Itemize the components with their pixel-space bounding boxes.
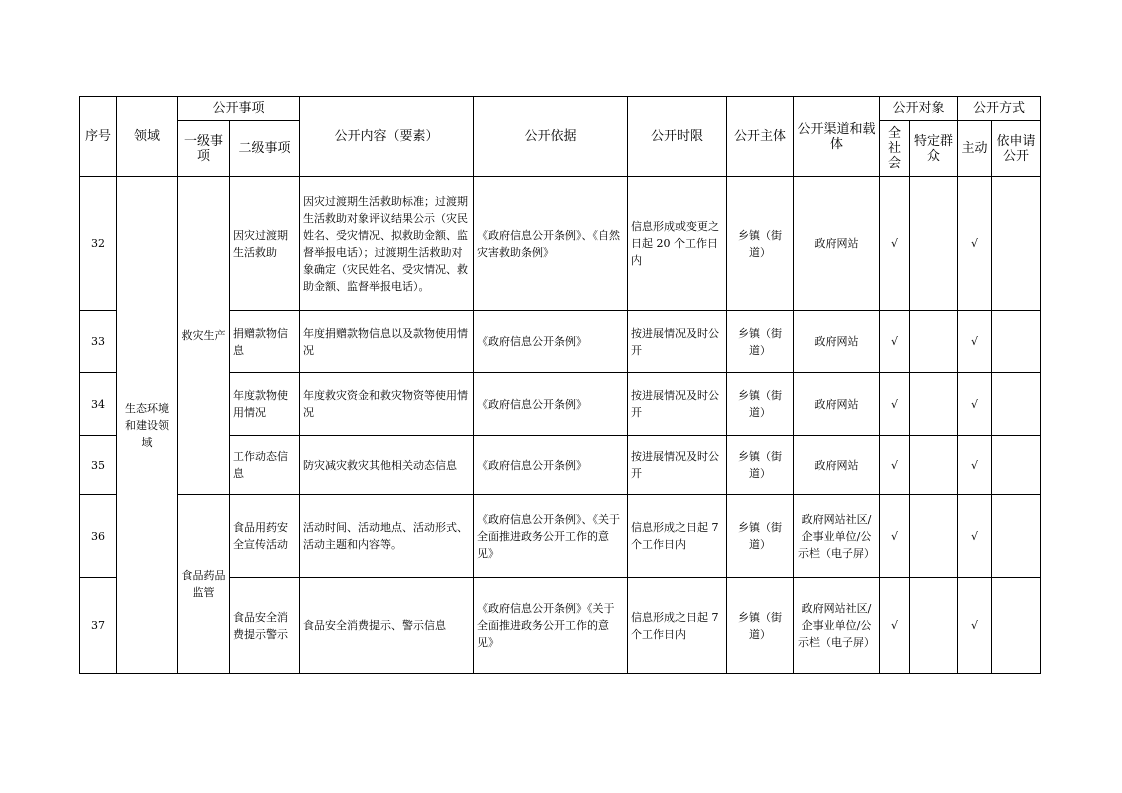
row-seq: 37 bbox=[80, 578, 117, 674]
row-time: 信息形成之日起 7 个工作日内 bbox=[628, 495, 727, 578]
row-active: √ bbox=[958, 495, 992, 578]
row-seq: 32 bbox=[80, 177, 117, 311]
row-on-request bbox=[992, 495, 1041, 578]
row-time: 按进展情况及时公开 bbox=[628, 373, 727, 436]
row-on-request bbox=[992, 311, 1041, 373]
row-specific-group bbox=[910, 495, 958, 578]
row-time: 按进展情况及时公开 bbox=[628, 436, 727, 495]
row-subject: 乡镇（街道） bbox=[727, 495, 794, 578]
row-all-society: √ bbox=[880, 436, 910, 495]
table-row bbox=[80, 495, 1041, 578]
row-on-request bbox=[992, 373, 1041, 436]
row-basis: 《政府信息公开条例》、《关于全面推进政务公开工作的意见》 bbox=[474, 495, 628, 578]
row-active: √ bbox=[958, 177, 992, 311]
header-matters: 公开事项 bbox=[178, 97, 300, 121]
row-seq: 35 bbox=[80, 436, 117, 495]
row-seq: 33 bbox=[80, 311, 117, 373]
row-content: 活动时间、活动地点、活动形式、活动主题和内容等。 bbox=[300, 495, 474, 578]
row-content: 年度救灾资金和救灾物资等使用情况 bbox=[300, 373, 474, 436]
header-specific-group: 特定群众 bbox=[910, 121, 958, 177]
row-level2: 年度款物使用情况 bbox=[230, 373, 300, 436]
table-row bbox=[80, 177, 1041, 311]
header-time: 公开时限 bbox=[628, 97, 727, 177]
row-content: 食品安全消费提示、警示信息 bbox=[300, 578, 474, 674]
header-basis: 公开依据 bbox=[474, 97, 628, 177]
row-content: 防灾减灾救灾其他相关动态信息 bbox=[300, 436, 474, 495]
row-content: 因灾过渡期生活救助标准；过渡期生活救助对象评议结果公示（灾民姓名、受灾情况、拟救助金额、监督举报电话）；过渡期生活救助对象确定（灾民姓名、受灾情况、救助金额、监督举报电话）。 bbox=[300, 177, 474, 311]
row-specific-group bbox=[910, 177, 958, 311]
row-level2: 食品安全消费提示警示 bbox=[230, 578, 300, 674]
row-level2: 工作动态信息 bbox=[230, 436, 300, 495]
domain-cell: 生态环境和建设领域 bbox=[117, 177, 178, 674]
row-channel: 政府网站社区/企事业单位/公示栏（电子屏） bbox=[794, 578, 880, 674]
row-time: 按进展情况及时公开 bbox=[628, 311, 727, 373]
row-specific-group bbox=[910, 578, 958, 674]
row-channel: 政府网站社区/企事业单位/公示栏（电子屏） bbox=[794, 495, 880, 578]
row-channel: 政府网站 bbox=[794, 373, 880, 436]
header-method: 公开方式 bbox=[958, 97, 1041, 121]
row-on-request bbox=[992, 436, 1041, 495]
row-basis: 《政府信息公开条例》 bbox=[474, 311, 628, 373]
row-channel: 政府网站 bbox=[794, 311, 880, 373]
row-active: √ bbox=[958, 436, 992, 495]
level1-cell: 救灾生产 bbox=[178, 177, 230, 495]
row-subject: 乡镇（街道） bbox=[727, 578, 794, 674]
row-specific-group bbox=[910, 373, 958, 436]
row-seq: 34 bbox=[80, 373, 117, 436]
row-subject: 乡镇（街道） bbox=[727, 177, 794, 311]
row-on-request bbox=[992, 578, 1041, 674]
header-seq: 序号 bbox=[80, 97, 117, 177]
row-subject: 乡镇（街道） bbox=[727, 311, 794, 373]
row-all-society: √ bbox=[880, 495, 910, 578]
row-all-society: √ bbox=[880, 373, 910, 436]
header-level1: 一级事项 bbox=[178, 121, 230, 177]
header-on-request: 依申请公开 bbox=[992, 121, 1041, 177]
row-active: √ bbox=[958, 578, 992, 674]
row-channel: 政府网站 bbox=[794, 177, 880, 311]
row-time: 信息形成或变更之日起 20 个工作日内 bbox=[628, 177, 727, 311]
header-all-society: 全社会 bbox=[880, 121, 910, 177]
row-time: 信息形成之日起 7 个工作日内 bbox=[628, 578, 727, 674]
row-basis: 《政府信息公开条例》《关于全面推进政务公开工作的意见》 bbox=[474, 578, 628, 674]
row-all-society: √ bbox=[880, 177, 910, 311]
row-subject: 乡镇（街道） bbox=[727, 436, 794, 495]
header-active: 主动 bbox=[958, 121, 992, 177]
level1-cell: 食品药品监管 bbox=[178, 495, 230, 674]
row-specific-group bbox=[910, 436, 958, 495]
header-domain: 领域 bbox=[117, 97, 178, 177]
row-seq: 36 bbox=[80, 495, 117, 578]
row-all-society: √ bbox=[880, 578, 910, 674]
row-basis: 《政府信息公开条例》 bbox=[474, 373, 628, 436]
header-subject: 公开主体 bbox=[727, 97, 794, 177]
row-all-society: √ bbox=[880, 311, 910, 373]
disclosure-table bbox=[79, 96, 1041, 674]
row-channel: 政府网站 bbox=[794, 436, 880, 495]
row-basis: 《政府信息公开条例》、《自然灾害救助条例》 bbox=[474, 177, 628, 311]
row-level2: 捐赠款物信息 bbox=[230, 311, 300, 373]
row-active: √ bbox=[958, 373, 992, 436]
header-level2: 二级事项 bbox=[230, 121, 300, 177]
header-content: 公开内容（要素） bbox=[300, 97, 474, 177]
row-active: √ bbox=[958, 311, 992, 373]
row-on-request bbox=[992, 177, 1041, 311]
header-channel: 公开渠道和载体 bbox=[794, 97, 880, 177]
row-level2: 因灾过渡期生活救助 bbox=[230, 177, 300, 311]
row-content: 年度捐赠款物信息以及款物使用情况 bbox=[300, 311, 474, 373]
row-level2: 食品用药安全宣传活动 bbox=[230, 495, 300, 578]
row-subject: 乡镇（街道） bbox=[727, 373, 794, 436]
row-basis: 《政府信息公开条例》 bbox=[474, 436, 628, 495]
header-object: 公开对象 bbox=[880, 97, 958, 121]
row-specific-group bbox=[910, 311, 958, 373]
